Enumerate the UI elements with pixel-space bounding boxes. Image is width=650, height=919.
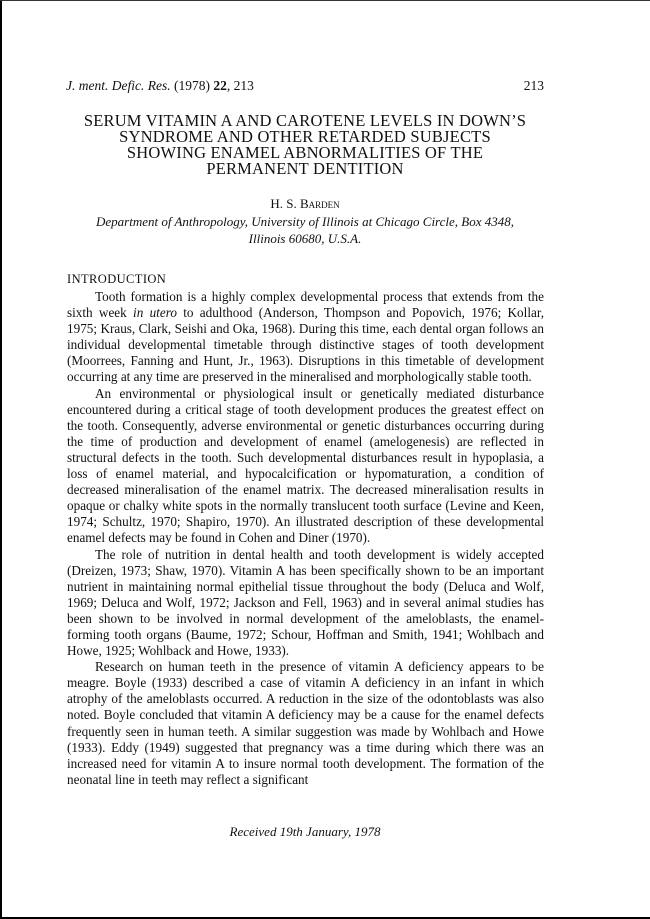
title-line: SHOWING ENAMEL ABNORMALITIES OF THE (126, 143, 484, 162)
article-title (60, 113, 550, 177)
author-name: H. S. Barden (270, 196, 340, 211)
affiliation-line: Department of Anthropology, University of Illinois at Chicago Circle, Box 4348, (95, 214, 514, 229)
journal-volume: 22 (213, 78, 227, 93)
paragraph: An environmental or physiological insult or genetically mediated disturbance encountered during a critical stage of tooth development produces the greatest effect on the tooth. Consequently, adverse environmental or genetic disturbances occurring during the time of production and development of enamel (amelogenesis) are reflected in structural defects in the tooth. Such developmental disturbances result in hypoplasia, a loss of enamel material, and hypocalcification or hypomaturation, a condition of decreased mineralisation of the enamel matrix. The decreased mineralisation results in opaque or chalky white spots in the normally translucent tooth surface (Levine and Keen, 1974; Schultz, 1970; Shapiro, 1970). An illustrated description of these developmental enamel defects may be found in Cohen and Diner (1970). (67, 385, 544, 546)
journal-year: (1978) (173, 78, 210, 93)
author-affiliation (80, 213, 530, 247)
section-heading: INTRODUCTION (67, 272, 167, 286)
article-body (67, 289, 544, 788)
title-line: SERUM VITAMIN A AND CAROTENE LEVELS IN DOWN’S (83, 111, 527, 130)
title-line: PERMANENT DENTITION (206, 159, 404, 178)
paragraph: Research on human teeth in the presence of vitamin A deficiency appears to be meagre. Boyle (1933) described a case of vitamin A deficiency in an infant in which atrophy of the ameloblasts occurred. A reduction in the size of the odontoblasts was also noted. Boyle concluded that vitamin A deficiency may be a cause for the enamel defects frequently seen in human teeth. A similar suggestion was made by Wohlbach and Howe (1933). Eddy (1949) suggested that pregnancy was a time during which there was an increased need for vitamin A to insure normal tooth development. The formation of the neonatal line in teeth may reflect a significant (67, 659, 544, 787)
affiliation-line: Illinois 60680, U.S.A. (248, 231, 362, 246)
paragraph: The role of nutrition in dental health and tooth development is widely accepted (Dreizen, 1973; Shaw, 1970). Vitamin A has been specifically shown to be an important nutrient in maintaining normal epithelial tissue throughout the body (Deluca and Wolf, 1969; Deluca and Wolf, 1972; Jackson and Fell, 1963) and in several animal studies has been shown to be involved in normal development of the ameloblasts, the enamel-forming tooth organs (Baume, 1972; Schour, Hoffman and Smith, 1941; Wohlbach and Howe, 1925; Wohlback and Howe, 1933). (67, 546, 544, 659)
journal-abbrev: J. ment. Defic. Res. (66, 78, 171, 93)
title-line: SYNDROME AND OTHER RETARDED SUBJECTS (119, 127, 491, 146)
page-number: 213 (523, 78, 544, 93)
paragraph: Tooth formation is a highly complex developmental process that extends from the sixth week in utero to adulthood (Anderson, Thompson and Popovich, 1976; Kollar, 1975; Kraus, Clark, Seishi and Oka, 1968). During this time, each dental organ follows an individual developmental timetable through distinctive stages of tooth development (Moorrees, Fanning and Hunt, Jr., 1963). Disruptions in this timetable of development occurring at any time are preserved in the mineralised and morphologically stable tooth. (67, 289, 544, 385)
journal-first-page: , 213 (226, 78, 254, 93)
scan-border-top (0, 0, 650, 1)
scan-border-left (0, 0, 2, 919)
running-header (66, 78, 544, 94)
received-date: Received 19th January, 1978 (229, 824, 381, 839)
